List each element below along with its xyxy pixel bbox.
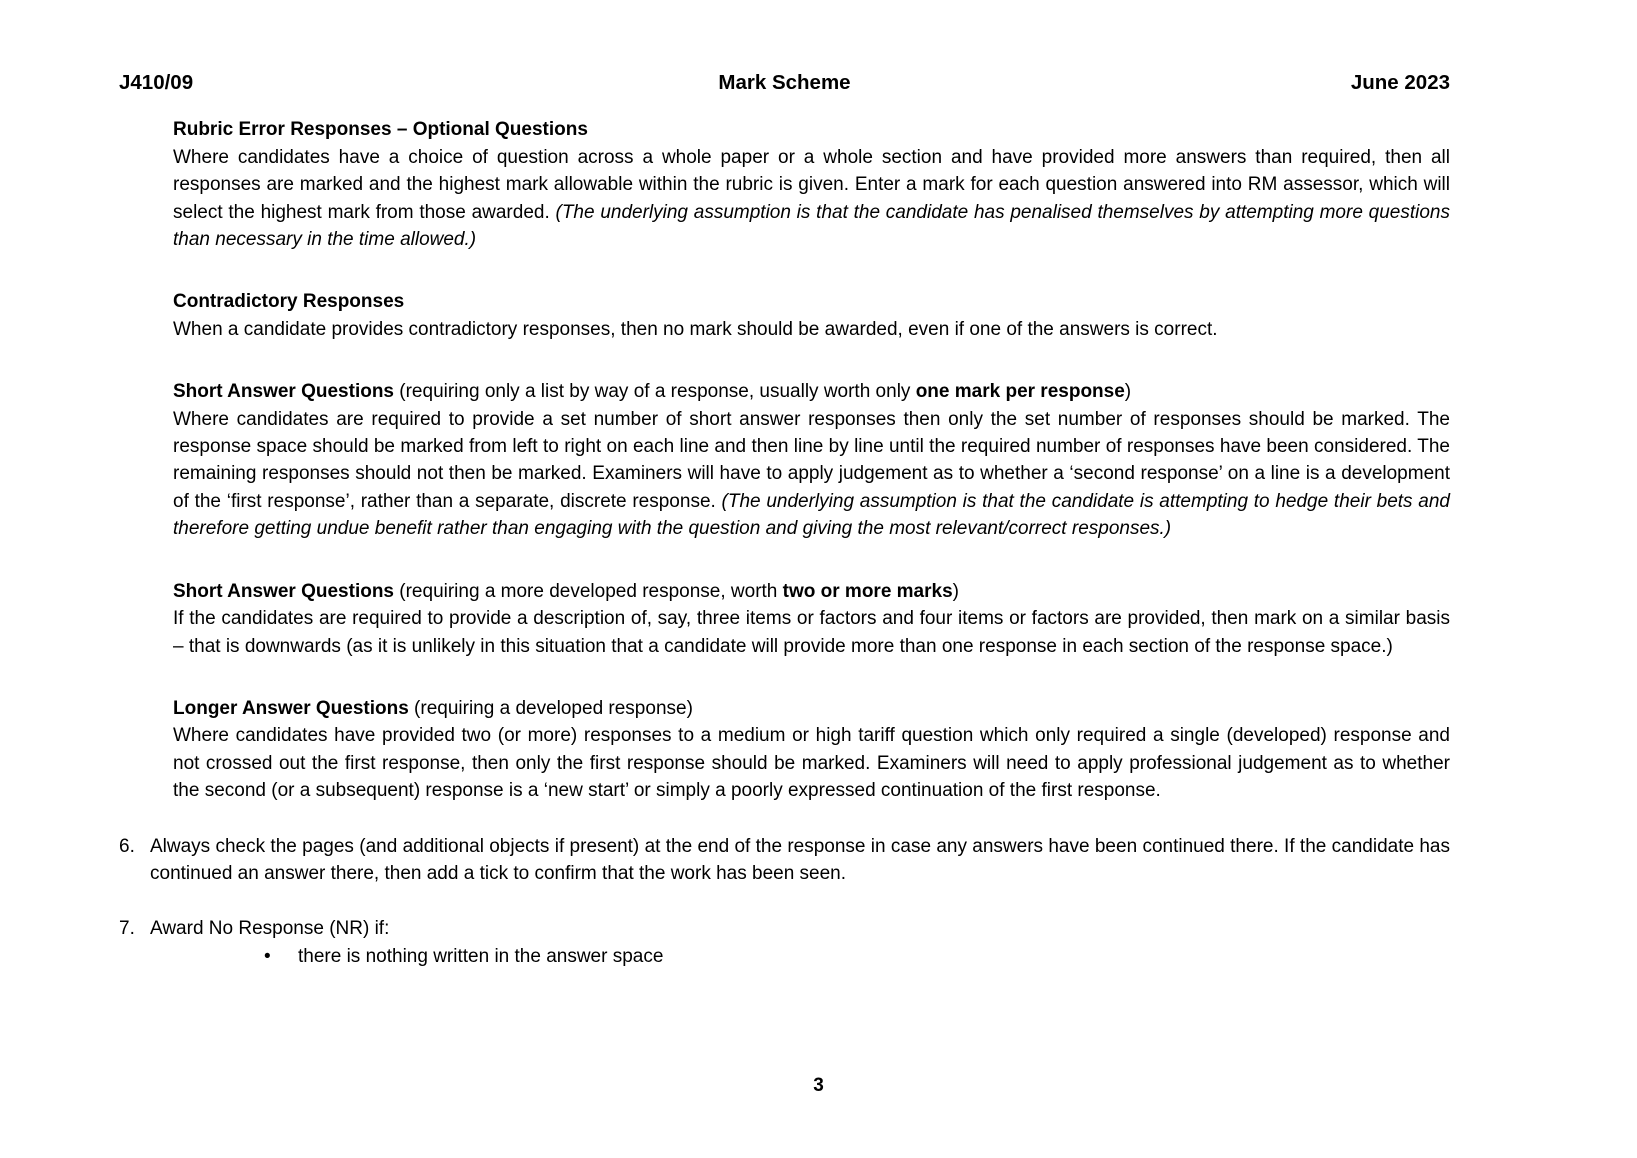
- numbered-item-7: [119, 915, 1450, 970]
- section-heading: Short Answer Questions (requiring only a list by way of a response, usually worth only one mark per response): [173, 381, 1132, 403]
- section-paragraph: If the candidates are required to provide a description of, say, three items or factors and four items or factors are provided, then mark on a similar basis – that is downwards (as it is unlikely in this situation that a candidate will provide more than one response in each section of the response space.): [173, 608, 1450, 657]
- section-paragraph: Where candidates have provided two (or more) responses to a medium or high tariff question which only required a single (developed) response and not crossed out the first response, then only the first response should be marked. Examiners will need to apply professional judgement as to whether the second (or a subsequent) response is a ‘new start’ or simply a poorly expressed continuation of the first response.: [173, 725, 1450, 802]
- section-paragraph: Where candidates have a choice of question across a whole paper or a whole section and have provided more answers than required, then all responses are marked and the highest mark allowable within the rubric is given. Enter a mark for each question answered into RM assessor, which will select the highest mark from those awarded. (The underlying assumption is that the candidate has penalised themselves by attempting more questions than necessary in the time allowed.): [173, 146, 1450, 251]
- item-number: 7.: [119, 918, 135, 940]
- page-number: 3: [813, 1075, 824, 1096]
- document-body: [119, 69, 1450, 970]
- doc-code: J410/09: [119, 71, 194, 94]
- section-short-answer-questions-developed: [173, 578, 1450, 660]
- bullet-marker: •: [264, 945, 271, 967]
- header-date: June 2023: [1350, 71, 1450, 94]
- section-paragraph: When a candidate provides contradictory responses, then no mark should be awarded, even if one of the answers is correct.: [173, 318, 1218, 340]
- section-longer-answer-questions: [173, 695, 1450, 805]
- item-text: [150, 915, 1450, 970]
- section-paragraph: Where candidates are required to provide a set number of short answer responses then only the set number of responses should be marked. The response space should be marked from left to right on each line and then line by line until the required number of responses have been considered. The remaining responses should not then be marked. Examiners will have to apply judgement as to whether a ‘second response’ on a line is a development of the ‘first response’, rather than a separate, discrete response. (The underlying assumption is that the candidate is attempting to hedge their bets and therefore getting undue benefit rather than engaging with the question and giving the most relevant/correct responses.): [173, 408, 1450, 540]
- section-rubric-error-responses: [173, 116, 1450, 253]
- section-short-answer-questions-list: [173, 378, 1450, 542]
- section-heading: Short Answer Questions (requiring a more developed response, worth two or more marks): [173, 580, 959, 602]
- item-number: 6.: [119, 835, 135, 857]
- bullet-text: there is nothing written in the answer space: [298, 945, 664, 967]
- section-contradictory-responses: [173, 288, 1450, 343]
- bullet-item: [150, 943, 1450, 970]
- document-content: [119, 116, 1450, 970]
- numbered-item-6: [119, 833, 1450, 888]
- section-heading: Contradictory Responses: [173, 291, 405, 313]
- document-title: Mark Scheme: [718, 71, 851, 94]
- section-heading: Rubric Error Responses – Optional Questions: [173, 119, 588, 141]
- page-header: [119, 69, 1450, 96]
- item-text: Always check the pages (and additional objects if present) at the end of the response in case any answers have been continued there. If the candidate has continued an answer there, then add a tick to confirm that the work has been seen.: [150, 835, 1450, 884]
- section-heading: Longer Answer Questions (requiring a developed response): [173, 697, 693, 719]
- item-text-line: Award No Response (NR) if:: [150, 918, 390, 940]
